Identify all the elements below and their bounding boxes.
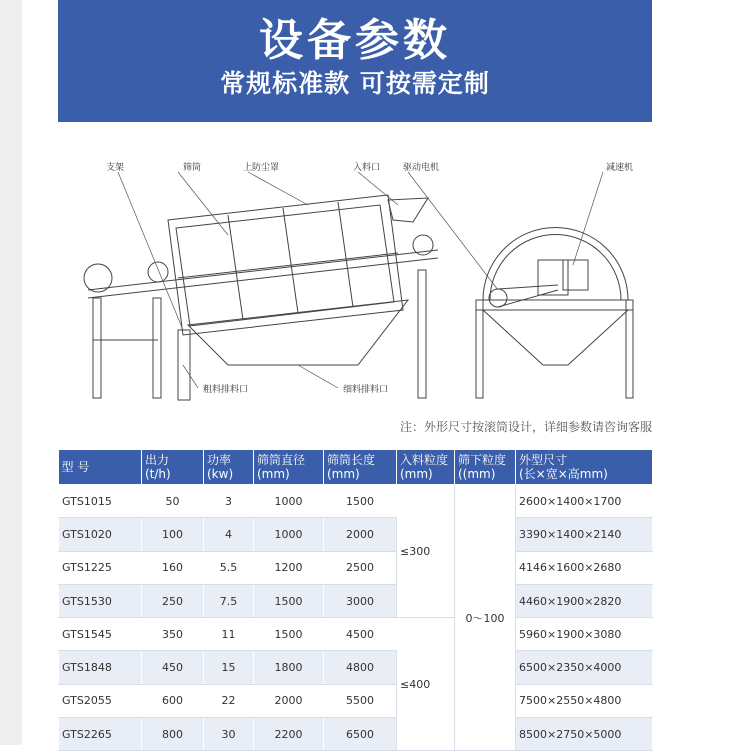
- cell-length: 2500: [324, 551, 397, 584]
- cell-model: GTS1225: [59, 551, 142, 584]
- label-reducer: 减速机: [606, 163, 634, 173]
- cell-size: 7500×2550×4800: [516, 684, 653, 717]
- table-row: [59, 485, 653, 518]
- label-motor: 驱动电机: [403, 163, 440, 173]
- header-overall-size: 外型尺寸 (长×宽×高mm): [516, 450, 653, 485]
- header-under-size: 筛下粒度 ((mm): [455, 450, 516, 485]
- table-row: [59, 684, 653, 717]
- cell-power: 4: [204, 518, 254, 551]
- footnote: 注：外形尺寸按滚筒设计，详细参数请咨询客服: [399, 420, 652, 434]
- frame-leg-right: [418, 270, 426, 398]
- cell-model: GTS1848: [59, 651, 142, 684]
- cell-length: 5500: [324, 684, 397, 717]
- cell-feed-size: ≤400: [397, 618, 455, 751]
- cell-diameter: 1000: [254, 485, 324, 518]
- cell-diameter: 1500: [254, 618, 324, 651]
- label-fine-outlet: 细料排料口: [343, 385, 389, 395]
- label-screen-drum: 筛筒: [183, 163, 202, 173]
- cell-power: 3: [204, 485, 254, 518]
- cell-power: 7.5: [204, 584, 254, 617]
- cell-model: GTS1545: [59, 618, 142, 651]
- cell-model: GTS2055: [59, 684, 142, 717]
- cell-length: 6500: [324, 718, 397, 751]
- cell-power: 11: [204, 618, 254, 651]
- cell-power: 30: [204, 718, 254, 751]
- header-banner: [58, 0, 652, 122]
- cell-model: GTS2265: [59, 718, 142, 751]
- header-model: 型 号: [59, 450, 142, 485]
- cell-size: 6500×2350×4000: [516, 651, 653, 684]
- table-row: [59, 551, 653, 584]
- banner-title: 设备参数: [259, 15, 451, 66]
- cell-length: 3000: [324, 584, 397, 617]
- banner-subtitle: 常规标准款 可按需定制: [220, 69, 490, 98]
- header-power: 功率 (kw): [204, 450, 254, 485]
- cell-diameter: 1200: [254, 551, 324, 584]
- cell-power: 22: [204, 684, 254, 717]
- cell-model: GTS1530: [59, 584, 142, 617]
- trommel-screen-diagram: [58, 150, 652, 410]
- table-row: [59, 584, 653, 617]
- cell-output: 350: [142, 618, 204, 651]
- cell-model: GTS1015: [59, 485, 142, 518]
- cell-diameter: 1000: [254, 518, 324, 551]
- cell-power: 15: [204, 651, 254, 684]
- table-row: [59, 618, 653, 651]
- label-inlet: 入料口: [353, 163, 381, 173]
- cell-output: 600: [142, 684, 204, 717]
- cell-output: 250: [142, 584, 204, 617]
- cell-power: 5.5: [204, 551, 254, 584]
- reducer-block: [563, 260, 588, 290]
- table-row: [59, 651, 653, 684]
- cell-length: 4800: [324, 651, 397, 684]
- motor-pulley: [489, 289, 507, 307]
- table-header-row: [59, 450, 653, 485]
- cell-diameter: 2000: [254, 684, 324, 717]
- cell-output: 160: [142, 551, 204, 584]
- side-view-drum: [483, 228, 628, 301]
- left-margin-strip: [0, 0, 22, 745]
- table-row: [59, 718, 653, 751]
- cell-size: 8500×2750×5000: [516, 718, 653, 751]
- cell-output: 800: [142, 718, 204, 751]
- cell-output: 50: [142, 485, 204, 518]
- cell-size: 2600×1400×1700: [516, 485, 653, 518]
- cell-model: GTS1020: [59, 518, 142, 551]
- label-top-cover: 上防尘罩: [243, 163, 280, 173]
- side-view-hopper: [483, 310, 628, 365]
- header-drum-length: 筛筒长度 (mm): [324, 450, 397, 485]
- header-feed-size: 入料粒度 (mm): [397, 450, 455, 485]
- frame-leg-left: [93, 298, 101, 398]
- cell-size: 4460×1900×2820: [516, 584, 653, 617]
- cell-output: 450: [142, 651, 204, 684]
- table-row: [59, 518, 653, 551]
- cell-feed-size: ≤300: [397, 485, 455, 618]
- cell-under-size: 0～100: [455, 485, 516, 751]
- cell-length: 2000: [324, 518, 397, 551]
- parameter-table-wrap: [58, 450, 652, 751]
- header-output: 出力 (t/h): [142, 450, 204, 485]
- label-coarse-outlet: 粗料排料口: [203, 385, 249, 395]
- cell-size: 3390×1400×2140: [516, 518, 653, 551]
- cell-output: 100: [142, 518, 204, 551]
- header-drum-diameter: 筛筒直径 (mm): [254, 450, 324, 485]
- cell-diameter: 1500: [254, 584, 324, 617]
- cell-size: 4146×1600×2680: [516, 551, 653, 584]
- label-support: 支架: [106, 163, 125, 173]
- cell-diameter: 2200: [254, 718, 324, 751]
- cell-length: 1500: [324, 485, 397, 518]
- cell-diameter: 1800: [254, 651, 324, 684]
- bearing-left: [84, 264, 112, 292]
- cell-length: 4500: [324, 618, 397, 651]
- parameter-table: [58, 450, 653, 751]
- cell-size: 5960×1900×3080: [516, 618, 653, 651]
